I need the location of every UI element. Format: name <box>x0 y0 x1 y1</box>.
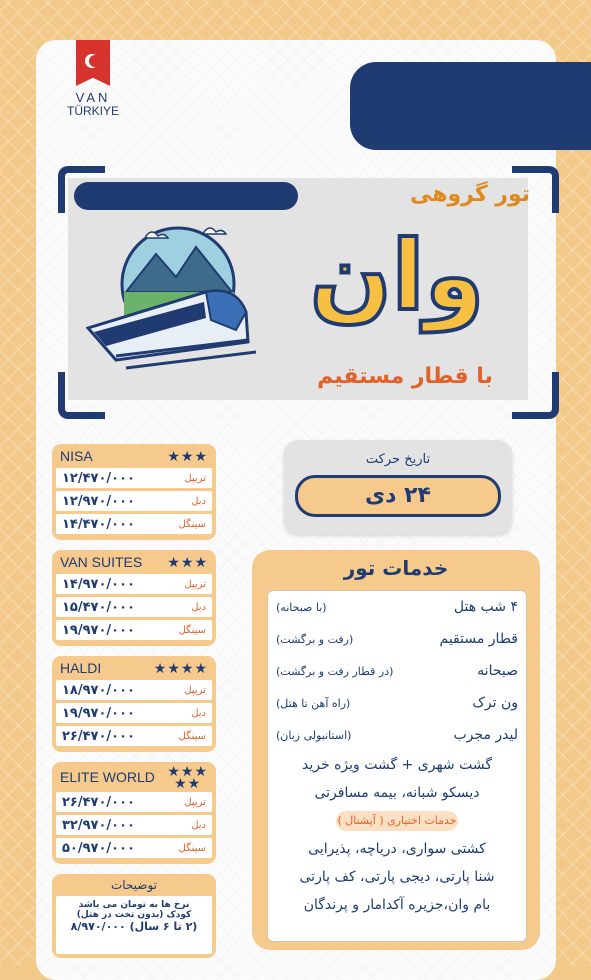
price-value: ۱۸/۹۷۰/۰۰۰ <box>62 682 135 698</box>
price-value: ۵۰/۹۷۰/۰۰۰ <box>62 840 135 856</box>
room-type: سینگل <box>178 624 206 636</box>
service-city-tour: گشت شهری + گشت ویژه خرید <box>302 757 492 773</box>
frame-corner <box>512 372 559 419</box>
services-title: خدمات تور <box>343 556 449 580</box>
hotel-name: VAN SUITES <box>60 554 143 570</box>
price-value: ۱۹/۹۷۰/۰۰۰ <box>62 622 135 638</box>
price-value: ۲۶/۴۷۰/۰۰۰ <box>62 728 135 744</box>
optional-services-badge: خدمات اختیاری ( آپشنال ) <box>336 811 458 831</box>
departure-box <box>284 440 512 534</box>
price-row <box>56 491 212 511</box>
room-type: تریپل <box>184 578 206 590</box>
brand-name-line2: TÜRKIYE <box>66 104 119 118</box>
services-list <box>267 590 527 942</box>
service-disco-insurance: دیسکو شبانه، بیمه مسافرتی <box>314 785 480 801</box>
notes-body <box>56 896 212 954</box>
room-type: دبل <box>191 495 206 507</box>
price-row <box>56 792 212 812</box>
header-banner <box>350 62 591 150</box>
star-rating-icon: ★★★ <box>167 447 208 464</box>
notes-child-price: (۲ تا ۶ سال) ۸/۹۷۰/۰۰۰ <box>70 920 198 933</box>
price-value: ۳۲/۹۷۰/۰۰۰ <box>62 817 135 833</box>
hero-subtitle: با قطار مستقیم <box>317 364 493 389</box>
room-type: دبل <box>191 819 206 831</box>
train-mountain-illustration <box>86 222 266 382</box>
hotel-card-van-suites <box>52 550 216 646</box>
price-row <box>56 620 212 640</box>
turkey-flag-icon <box>76 40 110 86</box>
optional-service-line: بام وان،جزیره آکدامار و پرندگان <box>303 897 491 913</box>
price-value: ۱۹/۹۷۰/۰۰۰ <box>62 705 135 721</box>
hotel-card-nisa <box>52 444 216 540</box>
price-row <box>56 468 212 488</box>
price-value: ۱۲/۴۷۰/۰۰۰ <box>62 470 135 486</box>
price-row <box>56 726 212 746</box>
price-row <box>56 838 212 858</box>
services-card <box>252 550 540 950</box>
room-type: سینگل <box>178 730 206 742</box>
price-row <box>56 703 212 723</box>
price-value: ۱۵/۴۷۰/۰۰۰ <box>62 599 135 615</box>
notes-child: کودک (بدون تخت در هتل) <box>76 910 192 920</box>
service-item: صبحانه (در قطار رفت و برگشت) <box>276 663 518 679</box>
price-row <box>56 597 212 617</box>
price-value: ۱۴/۴۷۰/۰۰۰ <box>62 516 135 532</box>
room-type: سینگل <box>178 518 206 530</box>
room-type: تریپل <box>184 472 206 484</box>
price-value: ۱۲/۹۷۰/۰۰۰ <box>62 493 135 509</box>
star-rating-icon: ★★★ ★★ <box>167 763 208 791</box>
departure-label: تاریخ حرکت <box>365 452 431 467</box>
departure-date: ۲۴ دی <box>295 475 501 517</box>
price-row <box>56 815 212 835</box>
price-value: ۲۶/۴۷۰/۰۰۰ <box>62 794 135 810</box>
room-type: دبل <box>191 601 206 613</box>
room-type: دبل <box>191 707 206 719</box>
hotel-name: NISA <box>60 448 93 464</box>
star-rating-icon: ★★★ <box>167 553 208 570</box>
room-type: تریپل <box>184 796 206 808</box>
price-value: ۱۴/۹۷۰/۰۰۰ <box>62 576 135 592</box>
optional-service-line: شنا پارتی، دیجی پارتی، کف پارتی <box>299 869 495 885</box>
room-type: تریپل <box>184 684 206 696</box>
hotel-card-elite-world <box>52 762 216 864</box>
price-row <box>56 574 212 594</box>
hero-accent-bar <box>74 182 298 210</box>
price-row <box>56 680 212 700</box>
service-item: قطار مستقیم (رفت و برگشت) <box>276 631 518 647</box>
notes-title: توضیحات <box>110 878 158 892</box>
room-type: سینگل <box>178 842 206 854</box>
brand-logo <box>58 40 128 117</box>
hotel-card-haldi <box>52 656 216 752</box>
brand-name-line1: VAN <box>75 90 111 105</box>
star-rating-icon: ★★★★ <box>153 659 208 676</box>
hotel-name: HALDI <box>60 660 102 676</box>
tour-title: تور گروهی <box>409 182 530 207</box>
service-item: ۴ شب هتل (با صبحانه) <box>276 599 518 615</box>
optional-service-line: کشتی سواری، دریاچه، پذیرایی <box>308 841 486 857</box>
notes-currency: نرخ ها به تومان می باشد <box>78 900 190 910</box>
service-item: ون ترک (راه آهن تا هتل) <box>276 695 518 711</box>
service-item: لیدر مجرب (استانبولی زبان) <box>276 727 518 743</box>
hotel-name: ELITE WORLD <box>60 769 155 785</box>
price-row <box>56 514 212 534</box>
destination-title: وان <box>309 220 485 332</box>
notes-card <box>52 874 216 958</box>
